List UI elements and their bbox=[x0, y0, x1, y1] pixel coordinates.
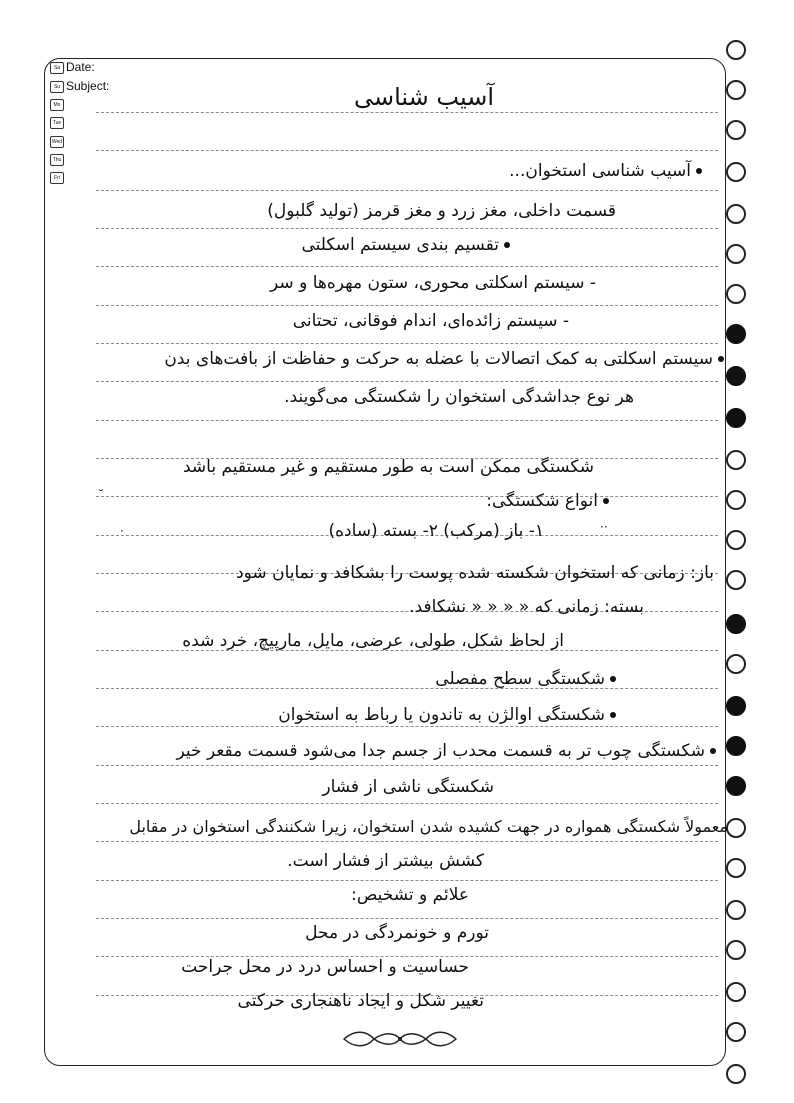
subject-label: Subject: bbox=[66, 79, 110, 93]
day-box-mo: Mo bbox=[50, 99, 64, 111]
note-line: از لحاظ شکل، طولی، عرضی، مایل، مارپیچ، خرد شده bbox=[182, 631, 564, 651]
stray-mark: ·· bbox=[600, 520, 608, 534]
note-line: بسته: زمانی که « « « « نشکافد. bbox=[409, 597, 644, 617]
note-line: تغییر شکل و ایجاد ناهنجاری حرکتی bbox=[237, 991, 484, 1011]
note-line: باز: زمانی که استخوان شکسته شده پوست را بشکافد و نمایان شود bbox=[236, 563, 714, 583]
day-box-wed: Wed bbox=[50, 136, 64, 148]
day-box-fri: Fri bbox=[50, 172, 64, 184]
day-box-thu: Thu bbox=[50, 154, 64, 166]
note-line: شکستگی ناشی از فشار bbox=[322, 777, 494, 797]
note-line: قسمت داخلی، مغز زرد و مغز قرمز (تولید گلبول) bbox=[267, 201, 616, 221]
stray-mark: ˘ bbox=[98, 488, 104, 502]
stray-mark: · bbox=[120, 524, 124, 538]
note-line: هر نوع جداشدگی استخوان را شکستگی می‌گویند. bbox=[284, 387, 634, 407]
note-line: - سیستم اسکلتی محوری، ستون مهره‌ها و سر bbox=[270, 273, 596, 293]
date-label: Date: bbox=[66, 60, 95, 74]
note-line: حساسیت و احساس درد در محل جراحت bbox=[181, 957, 469, 977]
note-line: شکستگی چوب تر به قسمت محدب از جسم جدا می‌شود قسمت مقعر خیر bbox=[177, 740, 716, 762]
note-line: انواع شکستگی: bbox=[486, 490, 609, 512]
note-line: تقسیم بندی سیستم اسکلتی bbox=[301, 234, 510, 256]
note-line: شکستگی اوالژن به تاندون یا رباط به استخوان bbox=[278, 704, 616, 726]
note-line: آسیب شناسی استخوان... bbox=[509, 160, 702, 182]
day-box-sa: Sa bbox=[50, 62, 64, 74]
note-line: - سیستم زائده‌ای، اندام فوقانی، تحتانی bbox=[292, 311, 569, 331]
note-line: ۱- باز (مرکب) ۲- بسته (ساده) bbox=[328, 521, 544, 541]
note-line: سیستم اسکلتی به کمک اتصالات با عضله به حرکت و حفاظت از بافت‌های بدن bbox=[164, 348, 724, 370]
note-line: تورم و خونمردگی در محل bbox=[305, 923, 489, 943]
day-box-tue: Tue bbox=[50, 117, 64, 129]
note-line: کشش بیشتر از فشار است. bbox=[287, 851, 484, 871]
note-line: معمولاً شکستگی همواره در جهت کشیده شدن استخوان، زیرا شکنندگی استخوان در مقابل bbox=[129, 817, 728, 836]
note-line: علائم و تشخیص: bbox=[351, 885, 469, 905]
day-box-su: Su bbox=[50, 81, 64, 93]
page-title: آسیب شناسی bbox=[354, 83, 494, 111]
note-line: شکستگی سطح مفصلی bbox=[435, 668, 616, 690]
ornament-decoration bbox=[340, 1028, 460, 1050]
note-line: شکستگی ممکن است به طور مستقیم و غیر مستقیم باشد bbox=[183, 457, 594, 477]
